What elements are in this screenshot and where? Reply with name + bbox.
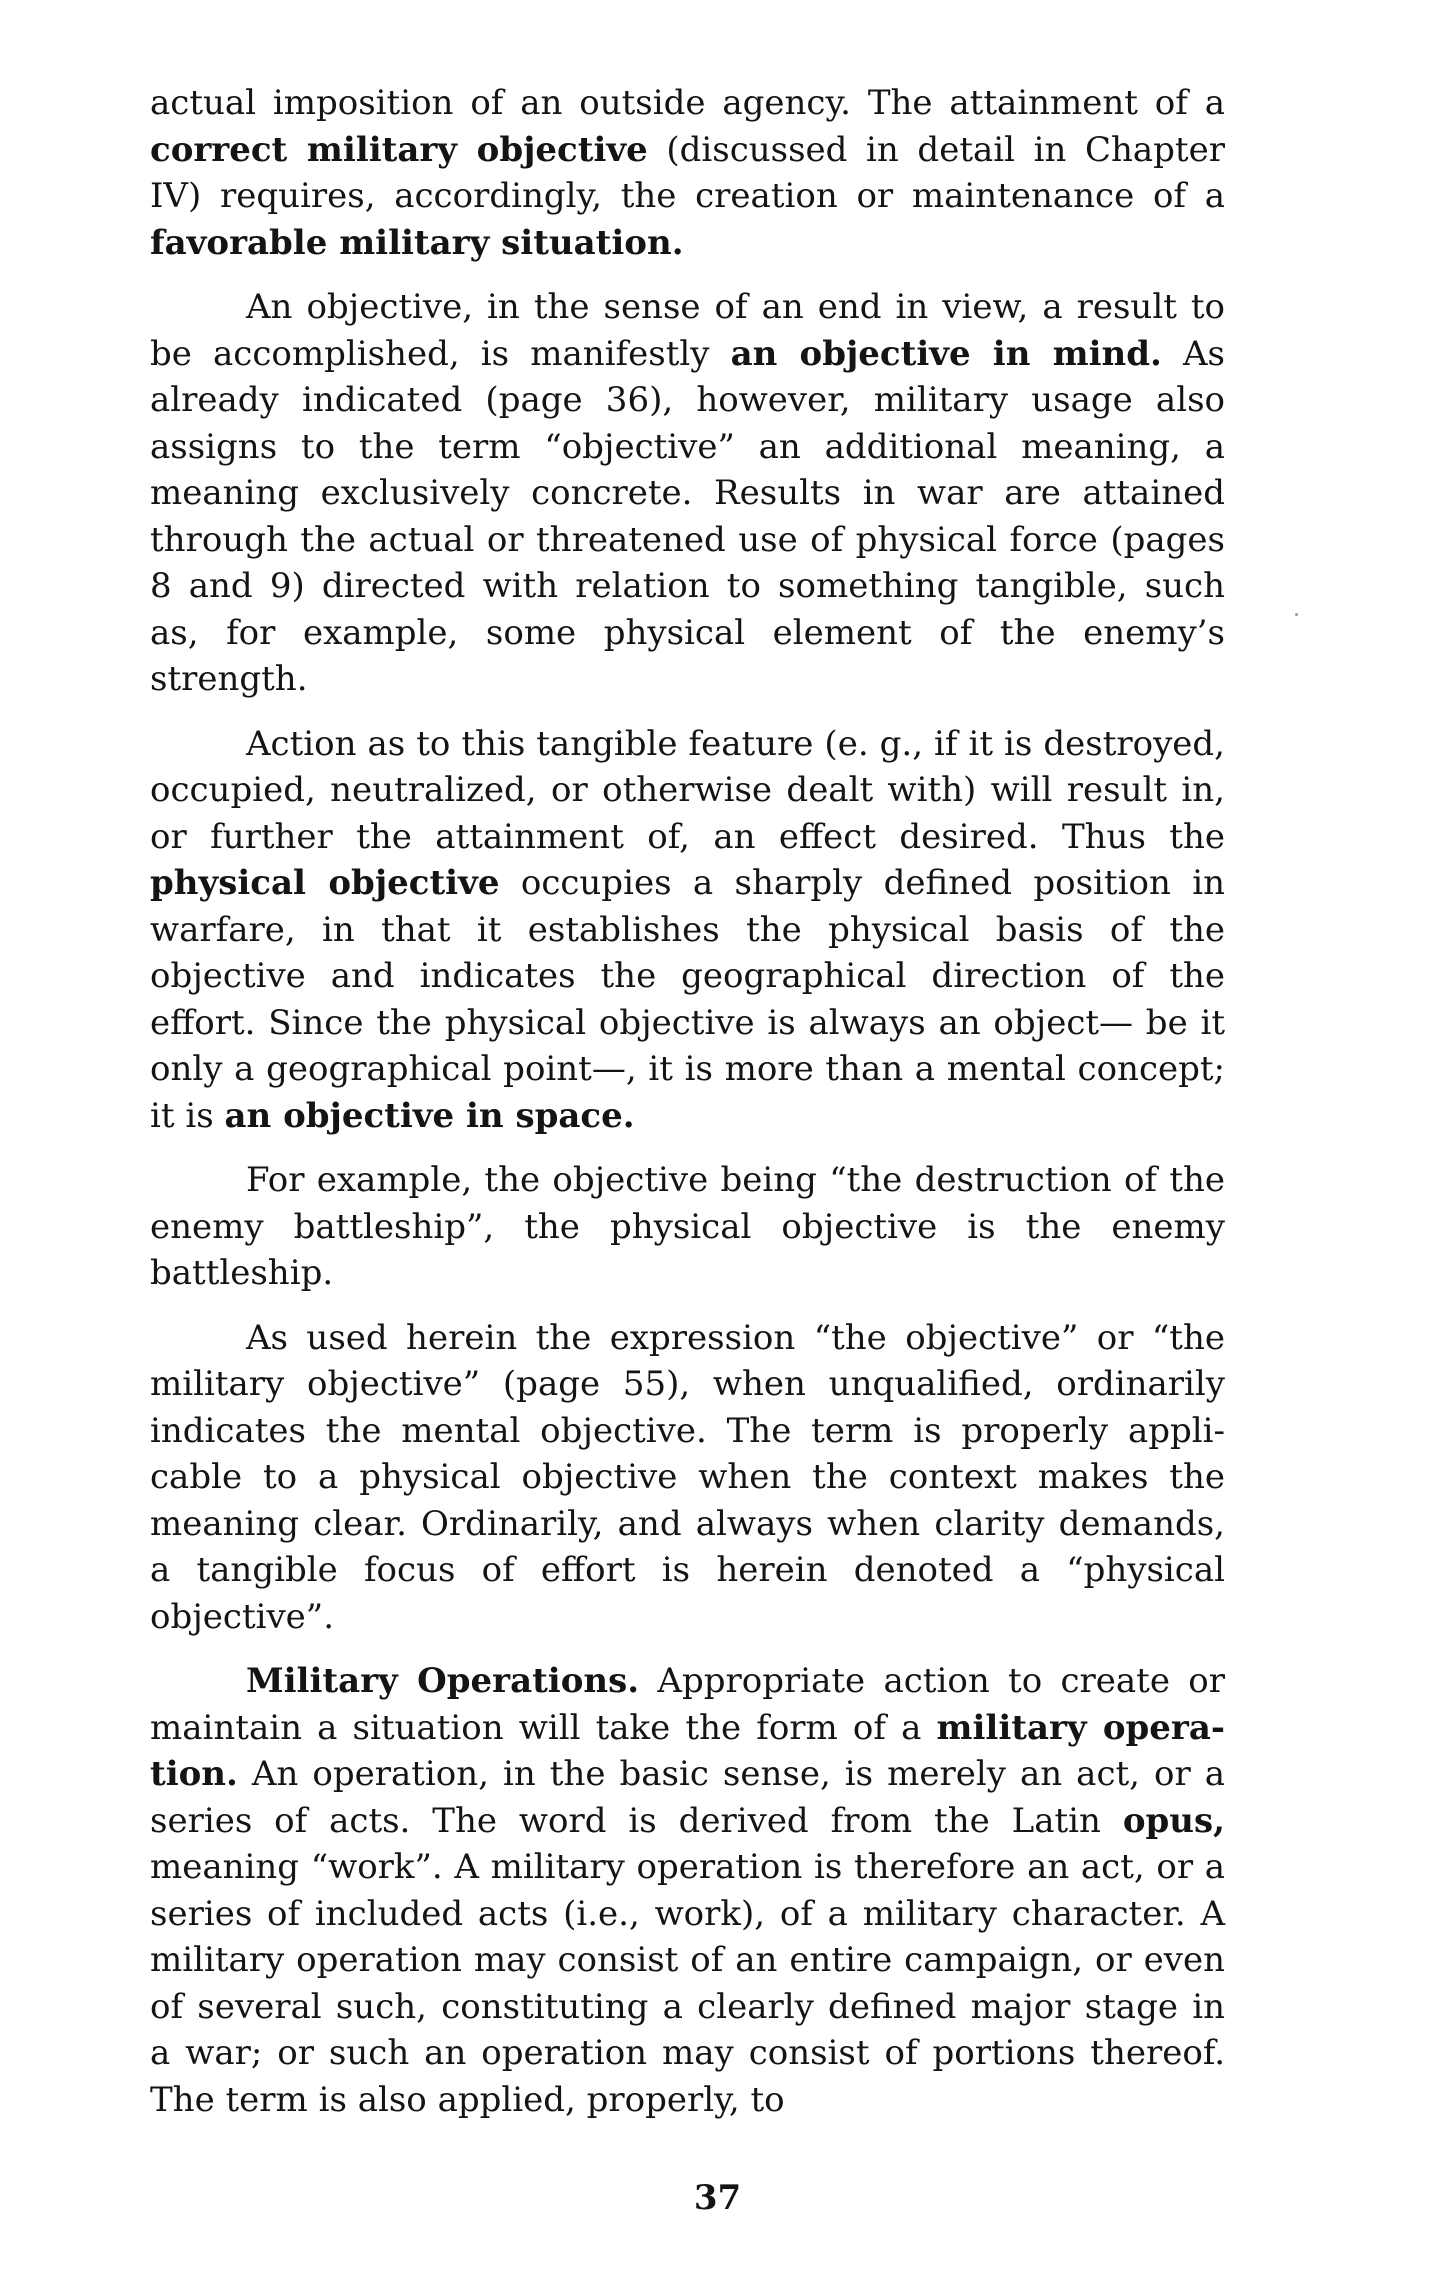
bold-term: an objective in space. (224, 1095, 635, 1136)
bold-term: an objective in mind. (730, 333, 1162, 374)
paragraph-2 (150, 284, 1225, 703)
scan-speck (1295, 613, 1298, 616)
paragraph-6 (150, 1658, 1225, 2123)
bold-term: favorable military situation. (150, 222, 684, 263)
text-run: As used herein the expression “the objective” or “the military objective” (page 55), when unqualified, ordinarily indicates the mental objective. The term is properly applicable to a physical objective when the context makes the meaning clear. Ordinarily, and always when clarity demands, a tangible focus of effort is herein denoted a “physical objective”. (150, 1317, 1225, 1637)
bold-term: correct military objective (150, 129, 648, 170)
bold-term: physical objective (150, 863, 500, 903)
paragraph-1 (150, 80, 1225, 266)
text-run: Action as to this tangible feature (e. g., if it is destroyed, occupied, neutralized, or otherwise dealt with) will result in, or further the attainment of, an effect desired. Thus the (150, 723, 1225, 857)
text-run: An objective, in the sense of an end in view, a result to be accomplished, is manifestly (150, 287, 1225, 374)
page-number: 37 (693, 2178, 742, 2218)
bold-term: Military Operations. (246, 1661, 640, 1701)
page-body (150, 80, 1225, 2141)
text-run: (discussed in detail in Chapter IV) requires, accordingly, the creation or maintenance of a (150, 129, 1225, 216)
text-run: An operation, in the basic sense, is merely an act, or a series of acts. The word is derived from the Latin (150, 1754, 1225, 1841)
bold-term: opus, (1122, 1800, 1225, 1841)
paragraph-3 (150, 721, 1225, 1140)
text-run: Appropriate action to create or maintain a situation will take the form of a (150, 1661, 1225, 1748)
text-run: occupies a sharply defined position in warfare, in that it establishes the physical basis of the objective and indicates the geographical direction of the effort. Since the physical objective is always an object— be it only a geographical point—, it is more than a mental concept; it is (150, 863, 1225, 1136)
text-run: actual imposition of an outside agency. The attainment of a (150, 83, 1225, 123)
paragraph-4 (150, 1157, 1225, 1297)
text-run: meaning “work”. A military operation is therefore an act, or a series of included acts (i.e., work), of a military character. A military operation may consist of an entire campaign, or even of several such, constituting a clearly defined major stage in a war; or such an operation may consist of portions thereof. The term is also applied, properly, to (150, 1847, 1225, 2120)
bold-term: military operation. (150, 1707, 1225, 1794)
text-run: As already indicated (page 36), however, military usage also assigns to the term “objective” an additional meaning, a meaning exclusively concrete. Results in war are attained through the actual or threatened use of physical force (pages 8 and 9) directed with relation to something tangible, such as, for example, some physical element of the enemy’s strength. (150, 333, 1225, 699)
paragraph-5 (150, 1315, 1225, 1641)
text-run: For example, the objective being “the destruction of the enemy battleship”, the physical objective is the enemy battleship. (150, 1160, 1225, 1293)
